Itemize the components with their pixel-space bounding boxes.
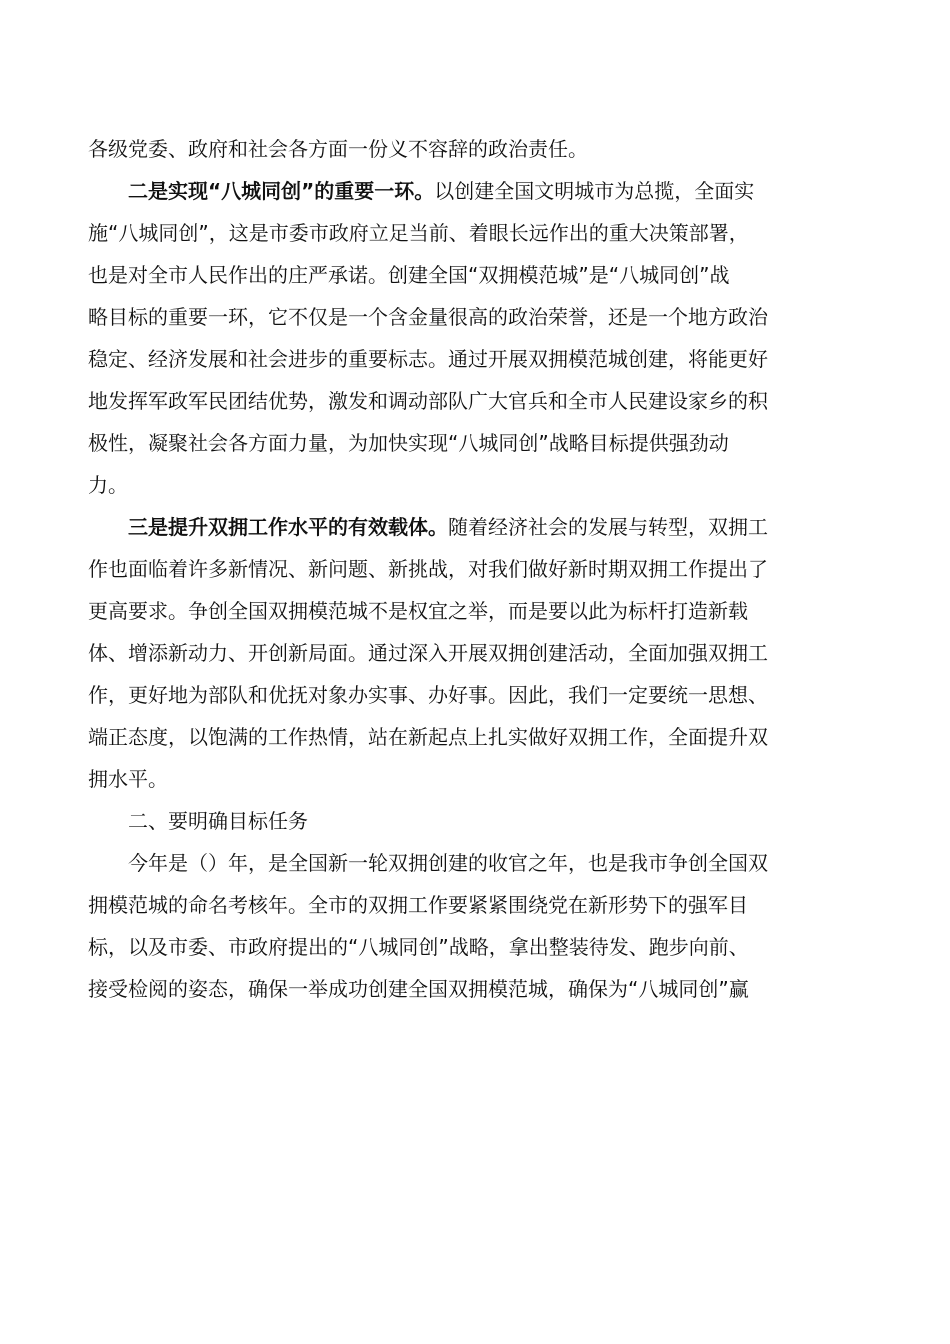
text-line: 体、增添新动力、开创新局面。通过深入开展双拥创建活动，全面加强双拥工	[88, 641, 768, 665]
text-line: 各级党委、政府和社会各方面一份义不容辞的政治责任。	[88, 137, 588, 161]
text-line: 标，以及市委、市政府提出的“八城同创”战略，拿出整装待发、跑步向前、	[88, 935, 749, 959]
text-line: 作也面临着许多新情况、新问题、新挑战，对我们做好新时期双拥工作提出了	[88, 557, 768, 581]
text-line: 极性，凝聚社会各方面力量，为加快实现“八城同创”战略目标提供强劲动	[88, 431, 729, 455]
text-line: 端正态度，以饱满的工作热情，站在新起点上扎实做好双拥工作，全面提升双	[88, 725, 768, 749]
text-line: 施“八城同创”，这是市委市政府立足当前、着眼长远作出的重大决策部署，	[88, 221, 749, 245]
text-line: 更高要求。争创全国双拥模范城不是权宜之举，而是要以此为标杆打造新载	[88, 599, 748, 623]
text-line: 拥模范城的命名考核年。全市的双拥工作要紧紧围绕党在新形势下的强军目	[88, 893, 748, 917]
text-line: 也是对全市人民作出的庄严承诺。创建全国“双拥模范城”是“八城同创”战	[88, 263, 730, 287]
text-line: 略目标的重要一环，它不仅是一个含金量很高的政治荣誉，还是一个地方政治	[88, 305, 768, 329]
paragraph-line	[88, 170, 846, 212]
text-line: 作，更好地为部队和优抚对象办实事、办好事。因此，我们一定要统一思想、	[88, 683, 768, 707]
paragraph-lead-bold: 二是实现“八城同创”的重要一环。	[128, 179, 435, 203]
paragraph-text: 随着经济社会的发展与转型，双拥工	[448, 515, 768, 539]
text-line: 稳定、经济发展和社会进步的重要标志。通过开展双拥模范城创建，将能更好	[88, 347, 768, 371]
section-heading: 二、要明确目标任务	[128, 809, 308, 833]
paragraph-lead-bold: 三是提升双拥工作水平的有效载体。	[128, 515, 448, 539]
text-line: 力。	[88, 473, 128, 497]
paragraph-text: 以创建全国文明城市为总揽，全面实	[434, 179, 755, 203]
text-line: 地发挥军政军民团结优势，激发和调动部队广大官兵和全市人民建设家乡的积	[88, 389, 768, 413]
document-body	[88, 128, 846, 1010]
paragraph-line	[88, 506, 846, 548]
text-line: 拥水平。	[88, 767, 168, 791]
text-line: 接受检阅的姿态，确保一举成功创建全国双拥模范城，确保为“八城同创”赢	[88, 977, 749, 1001]
paragraph-line: 今年是（）年，是全国新一轮双拥创建的收官之年，也是我市争创全国双	[128, 851, 768, 875]
